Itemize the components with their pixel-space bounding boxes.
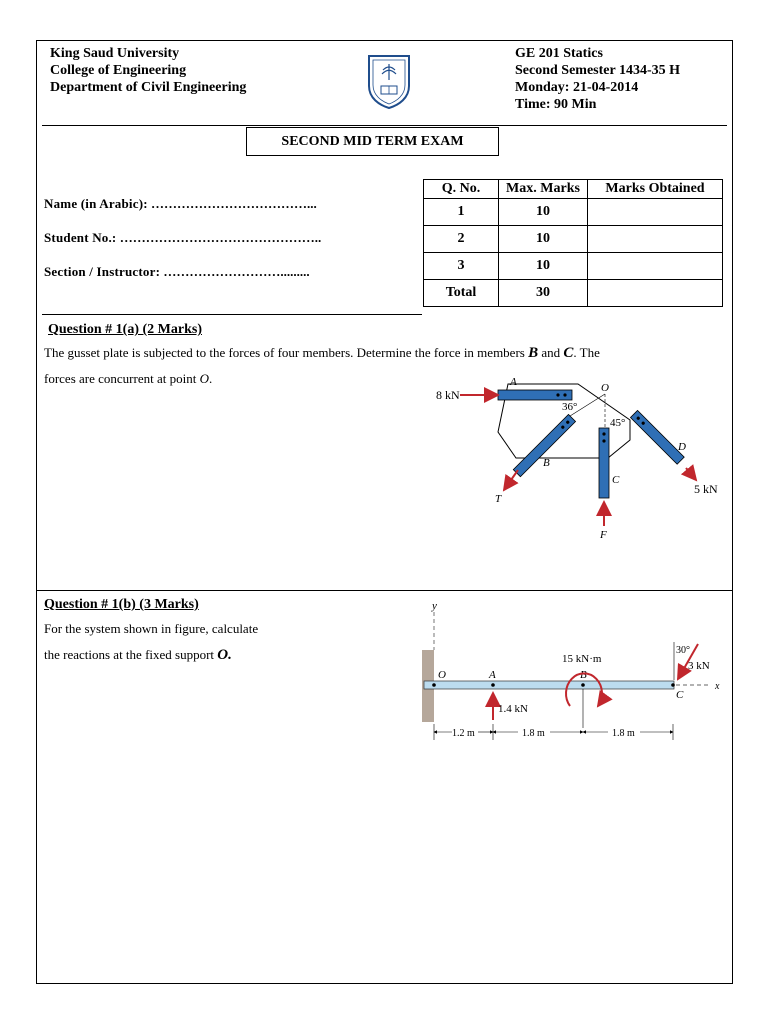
beam-label-a: A xyxy=(489,669,496,681)
force-label-8kn: 8 kN xyxy=(436,388,460,402)
exam-date: Monday: 21-04-2014 xyxy=(515,80,639,95)
q-no-cell: 2 xyxy=(424,226,499,253)
q-no-cell: Total xyxy=(424,280,499,307)
angle-label-45: 45° xyxy=(610,417,626,429)
name-dots: ………………………………... xyxy=(151,196,317,211)
name-field[interactable] xyxy=(44,196,317,212)
force-label-5kn: 5 kN xyxy=(694,482,718,496)
section-dots: ………………………......... xyxy=(163,264,310,279)
section-field[interactable] xyxy=(44,264,310,280)
course-name: GE 201 Statics xyxy=(515,46,603,61)
section-label: Section / Instructor: xyxy=(44,264,161,279)
point-label-o: O xyxy=(601,382,609,394)
marks-table xyxy=(423,179,723,307)
q1a-text-1: The gusset plate is subjected to the forces of four members. Determine the force in members xyxy=(44,345,529,360)
university-name: King Saud University xyxy=(50,46,180,61)
col-marks-obtained: Marks Obtained xyxy=(588,180,723,199)
member-c xyxy=(599,428,609,498)
beam-label-c: C xyxy=(676,689,684,701)
q1a-member-c: C xyxy=(563,345,574,361)
marks-obtained-cell[interactable] xyxy=(588,280,723,307)
force-label-1-4kn: 1.4 kN xyxy=(498,703,528,715)
table-row xyxy=(424,280,723,307)
member-label-d: D xyxy=(678,441,686,453)
university-header xyxy=(50,45,246,96)
q-no-cell: 3 xyxy=(424,253,499,280)
header-divider xyxy=(42,125,727,126)
section-divider xyxy=(42,314,422,315)
max-marks-cell: 10 xyxy=(499,199,588,226)
dimension-1-8m-b: 1.8 m xyxy=(612,728,635,739)
col-q-no: Q. No. xyxy=(424,180,499,199)
max-marks-cell: 10 xyxy=(499,253,588,280)
angle-label-30: 30° xyxy=(676,645,690,656)
moment-label: 15 kN·m xyxy=(562,653,602,665)
university-emblem xyxy=(361,52,417,110)
x-axis-label: x xyxy=(715,681,720,692)
question-divider xyxy=(36,590,733,591)
force-label-3kn: 3 kN xyxy=(688,660,710,672)
student-number-field[interactable] xyxy=(44,230,321,246)
dimension-1-2m: 1.2 m xyxy=(452,728,475,739)
q1b-line-1: For the system shown in figure, calculate xyxy=(44,621,259,636)
q1a-heading: Question # 1(a) (2 Marks) xyxy=(48,322,202,337)
table-row xyxy=(424,253,723,280)
dimension-1-8m-a: 1.8 m xyxy=(522,728,545,739)
beam-label-o: O xyxy=(438,669,446,681)
name-label: Name (in Arabic): xyxy=(44,196,148,211)
q1a-text-3: forces are concurrent at point xyxy=(44,371,200,386)
force-label-t: T xyxy=(495,493,502,505)
q1a-point-o: O xyxy=(199,371,209,386)
q1b-text xyxy=(44,616,374,668)
department-name: Department of Civil Engineering xyxy=(50,80,247,95)
q1b-line-2: the reactions at the fixed support xyxy=(44,647,218,662)
col-max-marks: Max. Marks xyxy=(499,180,588,199)
angle-label-36: 36° xyxy=(562,401,578,413)
course-header xyxy=(515,45,680,113)
marks-obtained-cell[interactable] xyxy=(588,226,723,253)
member-label-c: C xyxy=(612,474,620,486)
beam xyxy=(424,681,674,689)
y-axis-label: y xyxy=(432,600,437,612)
exam-duration: Time: 90 Min xyxy=(515,97,597,112)
college-name: College of Engineering xyxy=(50,63,187,78)
q1a-period: . xyxy=(208,371,213,386)
force-arrow-t xyxy=(504,470,518,490)
student-number-label: Student No.: xyxy=(44,230,117,245)
member-label-a: A xyxy=(510,376,517,388)
member-label-b: B xyxy=(543,457,550,469)
gusset-plate-figure xyxy=(420,370,730,545)
member-d xyxy=(630,410,684,464)
beam-figure xyxy=(418,598,728,768)
max-marks-cell: 30 xyxy=(499,280,588,307)
beam-label-b: B xyxy=(580,669,587,681)
q1b-heading: Question # 1(b) (3 Marks) xyxy=(44,597,199,612)
q1b-point-o: O. xyxy=(217,647,232,663)
force-arrow-5kn xyxy=(686,468,696,480)
q-no-cell: 1 xyxy=(424,199,499,226)
q1a-text-2: . The xyxy=(573,345,600,360)
table-row xyxy=(424,226,723,253)
marks-table-header xyxy=(424,180,723,199)
marks-obtained-cell[interactable] xyxy=(588,199,723,226)
exam-title: SECOND MID TERM EXAM xyxy=(246,127,499,156)
marks-obtained-cell[interactable] xyxy=(588,253,723,280)
q1a-member-b: B xyxy=(528,345,539,361)
semester: Second Semester 1434-35 H xyxy=(515,63,680,78)
student-number-dots: ……………………………………….. xyxy=(119,230,322,245)
q1a-and: and xyxy=(538,345,564,360)
force-label-f: F xyxy=(600,529,607,541)
member-a xyxy=(498,390,572,400)
max-marks-cell: 10 xyxy=(499,226,588,253)
table-row xyxy=(424,199,723,226)
